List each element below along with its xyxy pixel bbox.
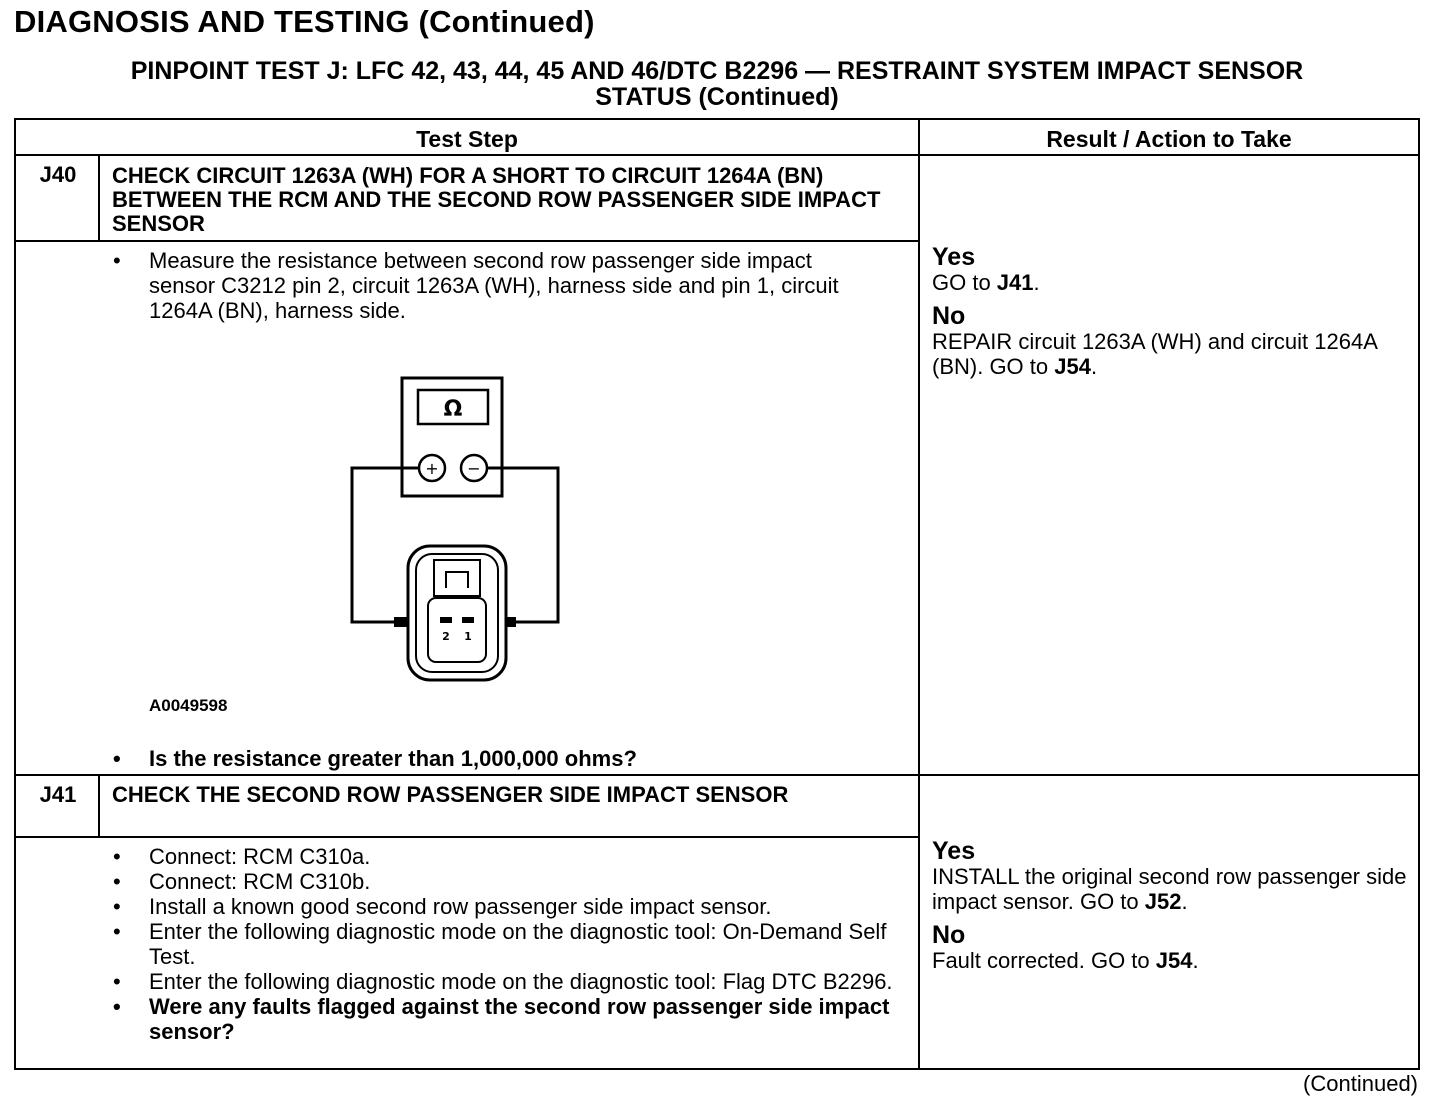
step-ref-j54[interactable]: J54 bbox=[1054, 354, 1091, 379]
plus-symbol: + bbox=[425, 459, 439, 478]
step-title-divider bbox=[16, 240, 918, 242]
minus-symbol: − bbox=[467, 459, 481, 478]
column-header-test-step: Test Step bbox=[416, 126, 518, 152]
no-action: Fault corrected. GO to J54. bbox=[932, 948, 1199, 973]
question-item: • Is the resistance greater than 1,000,000 ohms? bbox=[109, 746, 889, 771]
connector-latch bbox=[434, 560, 480, 596]
pinpoint-test-title bbox=[14, 58, 1420, 110]
page-title: DIAGNOSIS AND TESTING (Continued) bbox=[14, 4, 595, 39]
step-ref-j54[interactable]: J54 bbox=[1155, 948, 1193, 973]
step-id-divider bbox=[98, 776, 100, 836]
step-instructions-j41 bbox=[109, 844, 909, 1044]
yes-label: Yes bbox=[932, 243, 976, 271]
yes-action: INSTALL the original second row passenger side impact sensor. GO to J52. bbox=[932, 864, 1407, 914]
step-divider bbox=[16, 774, 1418, 776]
step-id-j40: J40 bbox=[39, 162, 77, 187]
step-ref-j52[interactable]: J52 bbox=[1144, 889, 1182, 914]
pinpoint-test-table bbox=[14, 118, 1420, 1070]
instruction-item: • Enter the following diagnostic mode on the diagnostic tool: Flag DTC B2296. bbox=[109, 969, 909, 994]
yes-action: GO to J41. bbox=[932, 270, 1040, 295]
step-title-j40: CHECK CIRCUIT 1263A (WH) FOR A SHORT TO CIRCUIT 1264A (BN) BETWEEN THE RCM AND THE SECOND ROW PASSENGER SIDE IMPACT SENSOR bbox=[112, 163, 881, 236]
subtitle-line-1: PINPOINT TEST J: LFC 42, 43, 44, 45 AND 46/DTC B2296 — RESTRAINT SYSTEM IMPACT SENSOR bbox=[130, 57, 1304, 85]
pin-1 bbox=[462, 617, 474, 623]
pin-2-label: 2 bbox=[442, 630, 450, 643]
yes-label: Yes bbox=[932, 837, 976, 865]
question-item: • Were any faults flagged against the second row passenger side impact sensor? bbox=[109, 994, 909, 1044]
step-title-j41: CHECK THE SECOND ROW PASSENGER SIDE IMPACT SENSOR bbox=[112, 782, 789, 807]
figure-code: A0049598 bbox=[149, 696, 228, 715]
connector-cavity bbox=[428, 598, 486, 662]
no-action: REPAIR circuit 1263A (WH) and circuit 1264A (BN). GO to J54. bbox=[932, 329, 1377, 379]
column-divider bbox=[918, 120, 920, 1068]
ohm-symbol: Ω bbox=[443, 397, 463, 422]
instruction-item: • Measure the resistance between second row passenger side impact sensor C3212 pin 2, circuit 1263A (WH), harness side and pin 1, circuit 1264A (BN), harness side. bbox=[109, 248, 869, 323]
ohmmeter-connector-diagram-icon bbox=[336, 370, 576, 690]
instruction-item: • Install a known good second row passenger side impact sensor. bbox=[109, 894, 909, 919]
no-label: No bbox=[932, 302, 966, 330]
step-id-j41: J41 bbox=[39, 782, 77, 807]
column-header-result: Result / Action to Take bbox=[1046, 126, 1292, 152]
instruction-item: • Connect: RCM C310a. bbox=[109, 844, 909, 869]
step-question-j40 bbox=[109, 746, 889, 771]
step-id-divider bbox=[98, 156, 100, 240]
instruction-item: • Connect: RCM C310b. bbox=[109, 869, 909, 894]
step-title-divider bbox=[16, 836, 918, 838]
result-j41 bbox=[932, 834, 1412, 973]
instruction-item: • Enter the following diagnostic mode on the diagnostic tool: On-Demand Self Test. bbox=[109, 919, 909, 969]
step-instructions-j40 bbox=[109, 248, 869, 323]
step-ref-j41[interactable]: J41 bbox=[996, 270, 1034, 295]
result-j40 bbox=[932, 240, 1402, 379]
pin-1-label: 1 bbox=[464, 630, 472, 643]
no-label: No bbox=[932, 921, 966, 949]
continued-note: (Continued) bbox=[1303, 1071, 1418, 1096]
pin-2 bbox=[440, 617, 452, 623]
subtitle-line-2: STATUS (Continued) bbox=[595, 83, 839, 111]
